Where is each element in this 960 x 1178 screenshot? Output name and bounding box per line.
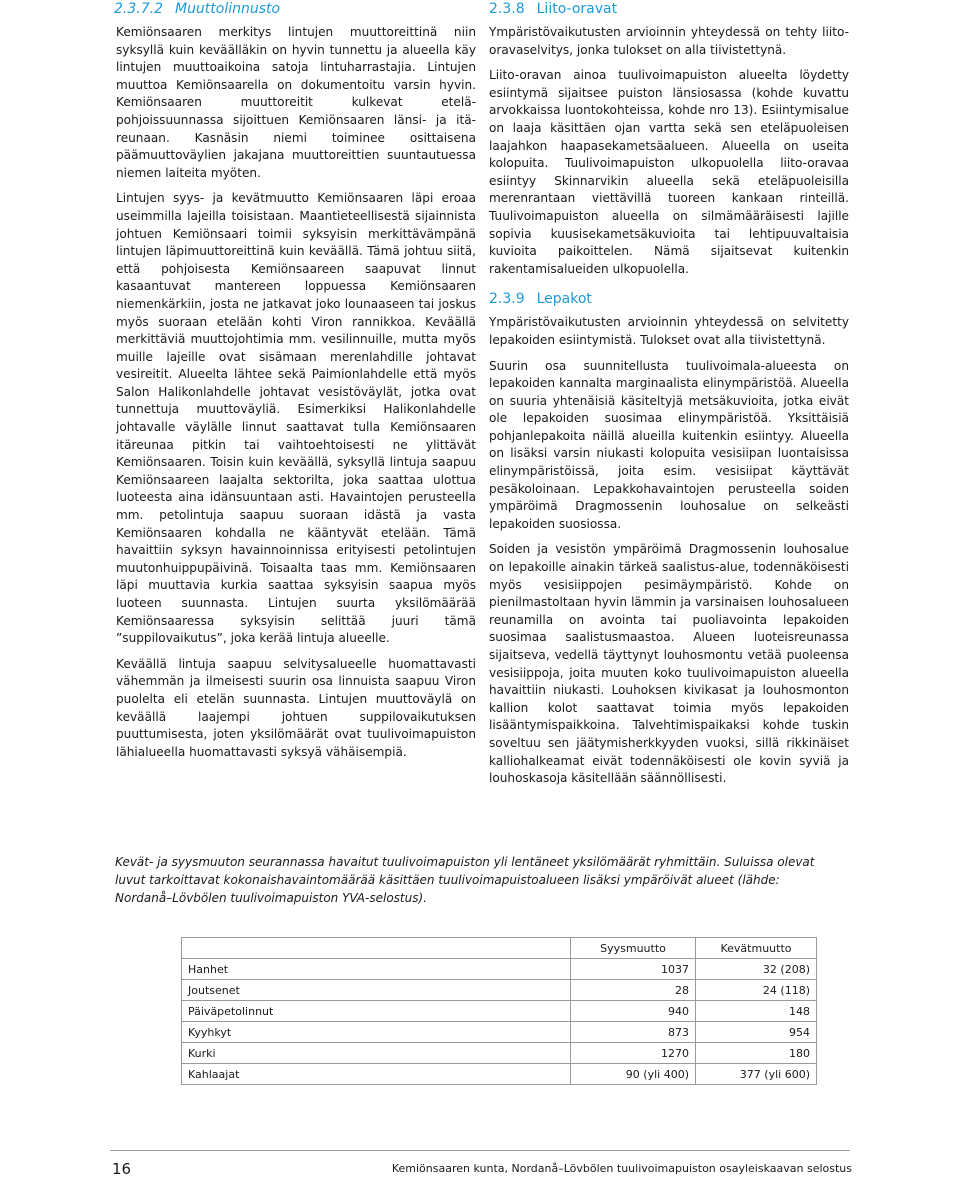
table-row [182, 1043, 817, 1064]
table-cell-autumn: 873 [571, 1022, 696, 1043]
table-cell-group: Kurki [182, 1043, 571, 1064]
paragraph: Ympäristövaikutusten arvioinnin yhteydessä on selvitetty lepakoiden esiintymistä. Tulokset ovat alla tiivistettynä. [489, 315, 849, 347]
paragraph: Ympäristövaikutusten arvioinnin yhteydessä on tehty liito-oravaselvitys, jonka tulokset on alla tiivistettynä. [489, 25, 849, 57]
table-cell-spring: 180 [696, 1043, 817, 1064]
table-cell-group: Kyyhkyt [182, 1022, 571, 1043]
table-row [182, 959, 817, 980]
table-cell-group: Joutsenet [182, 980, 571, 1001]
table-row [182, 1001, 817, 1022]
table-header-row [182, 938, 817, 959]
section-title: Muuttolinnusto [174, 1, 281, 17]
table-cell-spring: 24 (118) [696, 980, 817, 1001]
table-cell-spring: 32 (208) [696, 959, 817, 980]
section-title: Lepakot [536, 291, 592, 308]
table-row [182, 980, 817, 1001]
table-row [182, 1022, 817, 1043]
table-header-cell [182, 938, 571, 959]
left-column [116, 0, 476, 769]
table-caption: Kevät- ja syysmuuton seurannassa havaitut tuulivoimapuiston yli lentäneet yksilömäärät ryhmittäin. Suluissa olevat luvut tarkoittavat kokonaishavaintomäärää käsittäen tuulivoimapuistoalueen lisäksi ympäröivät alueet (lähde: Nordanå–Lövbölen tuulivoimapuiston YVA-selostus). [115, 855, 815, 905]
table-cell-group: Päiväpetolinnut [182, 1001, 571, 1022]
footer-title: Kemiönsaaren kunta, Nordanå–Lövbölen tuulivoimapuiston osayleiskaavan selostus [391, 1162, 852, 1175]
table-cell-autumn: 90 (yli 400) [571, 1064, 696, 1085]
table-cell-autumn: 940 [571, 1001, 696, 1022]
paragraph: Soiden ja vesistön ympäröimä Dragmossenin louhosalue on lepakoille ainakin tärkeä saalistus-alue, todennäköisesti myös vesisiippojen pesimäympäristö. Kohde on pienilmastoltaan hyvin lämmin ja varsinaisen louhosalueen reunamilla on avointa tai puoliavointa lepakoiden suosimaa saalistusmaastoa. Alueen luoteisreunassa sijaitseva, vedellä täyttynyt louhosmontu vetää puoleensa vesisiippoja, joita muuten koko tuulivoimapuiston alueella havaittiin niukasti. Louhoksen kivikasat ja louhosmonton kallion kolot saattavat toimia myös lepakoiden lisääntymispaikkoina. Talvehtimispaikaksi kohde tuskin soveltuu sen jäätymisherkkyyden vuoksi, sillä rikkinäiset kalliohalkeamat eivät todennäköisesti ole kovin syviä ja louhoskasoja käsitellään säännöllisesti. [489, 542, 849, 786]
table-header-cell: Kevätmuutto [696, 938, 817, 959]
table-cell-autumn: 28 [571, 980, 696, 1001]
section-heading-liito-oravat [489, 0, 849, 18]
table-row [182, 1064, 817, 1085]
section-heading-lepakot [489, 290, 849, 308]
paragraph: Kemiönsaaren merkitys lintujen muuttoreittinä niin syksyllä kuin keväälläkin on hyvin tunnettu ja alueella käy lintujen muuttoaikoina satoja lintuharrastajia. Lintujen muuttoa Kemiönsaarella on dokumentoitu varsin hyvin. Kemiönsaaren muuttoreitit kulkevat etelä-pohjoissuunnassa sijoittuen Kemiönsaaren länsi- ja itä-reunaan. Kasnäsin niemi toiminee osittaisena päämuuttoväylien jakajana muuttoreittien suuntautuessa niemen laiteita myöten. [116, 25, 476, 180]
paragraph: Liito-oravan ainoa tuulivoimapuiston alueelta löydetty esiintymä sijaitsee puiston länsiosassa (kohde kuvattu arvokkaissa luontokohteissa, kohde nro 13). Esiintymisalue on laaja käsittäen ojan vartta sekä sen eteläpuoleisen laajahkon haapasekametsäalueen. Alueella on useita kolopuita. Tuulivoimapuiston ulkopuolella liito-oravaa esiintyy Skinnarvikin alueella sekä eteläpuoleisilla merenrantaan viettävillä tuoreen kankaan rinteillä. Tuulivoimapuiston alueella on silmämääräisesti lajille sopivia kuusisekametsäkuvioita tai lehtipuuvaltaisia kuvioita paikoittelen. Nämä sijaitsevat kuitenkin rakentamisalueiden ulkopuolella. [489, 68, 849, 276]
table-cell-spring: 377 (yli 600) [696, 1064, 817, 1085]
table-cell-group: Hanhet [182, 959, 571, 980]
table-header-cell: Syysmuutto [571, 938, 696, 959]
paragraph: Suurin osa suunnitellusta tuulivoimala-alueesta on lepakoiden kannalta marginaalista elinympäristöä. Alueella on suuria yhtenäisiä käsiteltyjä metsäkuvioita, jotka eivät ole lepakoiden suosimaa elinympäristöä. Yksittäisiä pohjanlepakoita näillä alueilla kuitenkin esiintyy. Alueella on lisäksi varsin niukasti kolopuita vesisiipan luontaisissa elinympäristöissä, joita esim. vesisiipat käyttävät pesäkoloinaan. Lepakkohavaintojen perusteella soiden ympäröimä Dragmossenin louhosalue on selkeästi lepakoiden suosiossa. [489, 358, 849, 531]
section-number: 2.3.9 [489, 291, 525, 308]
section-number: 2.3.7.2 [114, 1, 163, 17]
table-cell-spring: 954 [696, 1022, 817, 1043]
bird-migration-table [181, 937, 817, 1085]
section-heading-muuttolinnusto [114, 0, 476, 18]
table-cell-spring: 148 [696, 1001, 817, 1022]
table-cell-autumn: 1037 [571, 959, 696, 980]
section-number: 2.3.8 [489, 1, 525, 17]
section-title: Liito-oravat [536, 1, 618, 17]
table-cell-group: Kahlaajat [182, 1064, 571, 1085]
table-cell-autumn: 1270 [571, 1043, 696, 1064]
paragraph: Lintujen syys- ja kevätmuutto Kemiönsaaren läpi eroaa useimmilla lajeilla toisistaan. Maantieteellisestä sijainnista johtuen Kemiönsaari toimii syksyisin merkittävämpänä lintujen läpimuuttoreittinä kuin keväällä. Tämä johtuu siitä, että pohjoisesta Kemiönsaareen saapuvat linnut kasaantuvat mantereen loppuessa Kemiönsaaren niemenkärkiin, josta ne jatkavat joko lounaaseen tai joskus myös suoraan etelään kohti Viron rannikkoa. Keväällä merkittäviä muuttojohtimia mm. vesilinnuille, mutta myös muille lajeille ovat sisämaan merenlahdille johtavat vesireitit. Alueelta lähtee sekä Paimionlahdelle että myös Salon Halikonlahdelle johtavat vesistöväylät, jotka ovat tunnettuja muuttoväyliä. Esimerkiksi Halikonlahdelle johtavalle väylälle linnut saattavat tulla Kemiönsaaren itäreunaa pitkin tai vaihtoehtoisesti ne ylittävät Kemiönsaaren. Toisin kuin keväällä, syksyllä lintuja saapuu Kemiönsaareen laajalta sektorilta, joka saattaa ulottua luoteesta aina idänsuuntaan asti. Havaintojen perusteella mm. petolintuja saapuu suoraan idästä ja vasta Kemiönsaaren kohdalla ne kääntyvät etelään. Tämä havaittiin syksyn havainnoinnissa erityisesti petolintujen muutonhuippupäivinä. Toisaalta taas mm. Kemiönsaaren läpi muuttavia kurkia saattaa syksyisin saapua myös luoteen suunnasta. Lintujen suurta yksilömäärää Kemiönsaaressa syksyisin selittää juuri tämä ”suppilovaikutus”, joka kerää lintuja alueelle. [116, 191, 476, 646]
paragraph: Keväällä lintuja saapuu selvitysalueelle huomattavasti vähemmän ja ilmeisesti suurin osa linnuista saapuu Viron puolelta eli etelän suunnasta. Lintujen muuttoväylä on keväällä laajempi johtuen suppilovaikutuksen puuttumisesta, joten yksilömäärät ovat tuulivoimapuiston lähialueella huomattavasti syksyä vähäisempiä. [116, 656, 476, 759]
right-column [489, 0, 849, 796]
page-number: 16 [112, 1160, 132, 1178]
footer-divider [110, 1150, 850, 1151]
